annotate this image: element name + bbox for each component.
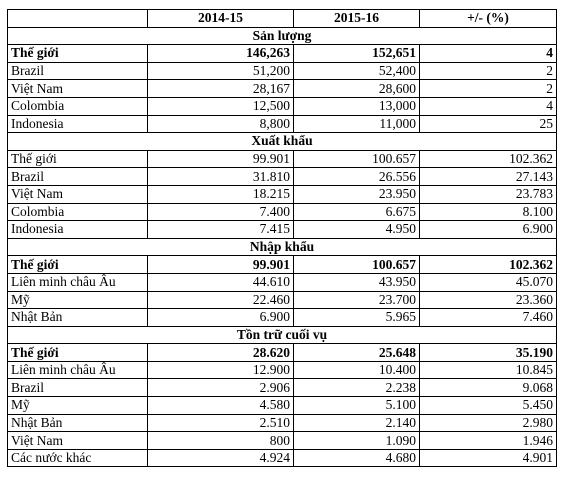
value-2014-15-cell: 2.906	[148, 379, 294, 397]
change-percent-cell: 25	[420, 115, 557, 133]
value-2015-16-cell: 43.950	[294, 273, 420, 291]
value-2014-15-cell: 7.415	[148, 221, 294, 239]
value-2014-15-cell: 22.460	[148, 291, 294, 309]
change-percent-cell: 102.362	[420, 150, 557, 168]
row-name-cell: Thế giới	[8, 45, 148, 63]
table-row	[8, 432, 557, 450]
table-row	[8, 344, 557, 362]
value-2015-16-cell: 4.680	[294, 449, 420, 467]
table-row	[8, 115, 557, 133]
value-2014-15-cell: 44.610	[148, 273, 294, 291]
table-row	[8, 379, 557, 397]
value-2015-16-cell: 5.965	[294, 309, 420, 327]
value-2015-16-cell: 1.090	[294, 432, 420, 450]
value-2014-15-cell: 4.580	[148, 397, 294, 415]
row-name-cell: Colombia	[8, 97, 148, 115]
value-2015-16-cell: 100.657	[294, 150, 420, 168]
value-2015-16-cell: 26.556	[294, 168, 420, 186]
table-row	[8, 256, 557, 274]
change-percent-cell: 8.100	[420, 203, 557, 221]
row-name-cell: Việt Nam	[8, 432, 148, 450]
value-2015-16-cell: 10.400	[294, 361, 420, 379]
row-name-cell: Nhật Bản	[8, 414, 148, 432]
value-2015-16-cell: 152,651	[294, 45, 420, 63]
row-name-cell: Thế giới	[8, 256, 148, 274]
value-2015-16-cell: 25.648	[294, 344, 420, 362]
value-2014-15-cell: 28,167	[148, 80, 294, 98]
value-2014-15-cell: 4.924	[148, 449, 294, 467]
value-2015-16-cell: 52,400	[294, 62, 420, 80]
value-2014-15-cell: 6.900	[148, 309, 294, 327]
value-2014-15-cell: 7.400	[148, 203, 294, 221]
row-name-cell: Indonesia	[8, 115, 148, 133]
value-2014-15-cell: 800	[148, 432, 294, 450]
change-percent-cell: 2	[420, 80, 557, 98]
change-percent-cell: 102.362	[420, 256, 557, 274]
row-name-cell: Indonesia	[8, 221, 148, 239]
change-percent-cell: 1.946	[420, 432, 557, 450]
section-title: Sản lượng	[8, 27, 557, 45]
change-percent-cell: 23.783	[420, 185, 557, 203]
table-row	[8, 62, 557, 80]
value-2015-16-cell: 6.675	[294, 203, 420, 221]
change-percent-cell: 5.450	[420, 397, 557, 415]
change-percent-cell: 35.190	[420, 344, 557, 362]
value-2015-16-cell: 5.100	[294, 397, 420, 415]
value-2014-15-cell: 99.901	[148, 150, 294, 168]
change-percent-cell: 10.845	[420, 361, 557, 379]
row-name-cell: Liên minh châu Âu	[8, 273, 148, 291]
value-2014-15-cell: 146,263	[148, 45, 294, 63]
table-row	[8, 150, 557, 168]
row-name-cell: Thế giới	[8, 150, 148, 168]
change-percent-cell: 2.980	[420, 414, 557, 432]
section-title: Xuất khẩu	[8, 133, 557, 151]
value-2015-16-cell: 11,000	[294, 115, 420, 133]
value-2015-16-cell: 23.700	[294, 291, 420, 309]
section-header-row	[8, 133, 557, 151]
section-header-row	[8, 238, 557, 256]
header-change-percent: +/- (%)	[420, 10, 557, 28]
change-percent-cell: 2	[420, 62, 557, 80]
table-row	[8, 449, 557, 467]
value-2014-15-cell: 18.215	[148, 185, 294, 203]
section-title: Tồn trữ cuối vụ	[8, 326, 557, 344]
section-header-row	[8, 326, 557, 344]
row-name-cell: Brazil	[8, 379, 148, 397]
change-percent-cell: 9.068	[420, 379, 557, 397]
row-name-cell: Nhật Bản	[8, 309, 148, 327]
section-title: Nhập khẩu	[8, 238, 557, 256]
value-2014-15-cell: 31.810	[148, 168, 294, 186]
value-2014-15-cell: 28.620	[148, 344, 294, 362]
change-percent-cell: 27.143	[420, 168, 557, 186]
header-blank-cell	[8, 10, 148, 28]
row-name-cell: Các nước khác	[8, 449, 148, 467]
section-header-row	[8, 27, 557, 45]
coffee-statistics-table	[7, 9, 557, 467]
value-2014-15-cell: 8,800	[148, 115, 294, 133]
value-2015-16-cell: 13,000	[294, 97, 420, 115]
row-name-cell: Liên minh châu Âu	[8, 361, 148, 379]
change-percent-cell: 4	[420, 97, 557, 115]
value-2014-15-cell: 99.901	[148, 256, 294, 274]
table-row	[8, 273, 557, 291]
table-row	[8, 309, 557, 327]
value-2014-15-cell: 2.510	[148, 414, 294, 432]
change-percent-cell: 4.901	[420, 449, 557, 467]
value-2015-16-cell: 28,600	[294, 80, 420, 98]
table-row	[8, 203, 557, 221]
value-2014-15-cell: 12.900	[148, 361, 294, 379]
header-2014-15: 2014-15	[148, 10, 294, 28]
header-row	[8, 10, 557, 28]
change-percent-cell: 7.460	[420, 309, 557, 327]
value-2015-16-cell: 2.140	[294, 414, 420, 432]
table-row	[8, 414, 557, 432]
table-row	[8, 361, 557, 379]
value-2015-16-cell: 2.238	[294, 379, 420, 397]
row-name-cell: Mỹ	[8, 397, 148, 415]
row-name-cell: Thế giới	[8, 344, 148, 362]
row-name-cell: Brazil	[8, 62, 148, 80]
change-percent-cell: 4	[420, 45, 557, 63]
row-name-cell: Việt Nam	[8, 185, 148, 203]
table-row	[8, 168, 557, 186]
header-2015-16: 2015-16	[294, 10, 420, 28]
value-2015-16-cell: 23.950	[294, 185, 420, 203]
table-row	[8, 97, 557, 115]
change-percent-cell: 45.070	[420, 273, 557, 291]
table-row	[8, 397, 557, 415]
table-row	[8, 291, 557, 309]
value-2015-16-cell: 4.950	[294, 221, 420, 239]
row-name-cell: Mỹ	[8, 291, 148, 309]
row-name-cell: Việt Nam	[8, 80, 148, 98]
table-row	[8, 45, 557, 63]
row-name-cell: Brazil	[8, 168, 148, 186]
table-row	[8, 221, 557, 239]
row-name-cell: Colombia	[8, 203, 148, 221]
value-2015-16-cell: 100.657	[294, 256, 420, 274]
value-2014-15-cell: 51,200	[148, 62, 294, 80]
change-percent-cell: 6.900	[420, 221, 557, 239]
table-row	[8, 185, 557, 203]
table-row	[8, 80, 557, 98]
change-percent-cell: 23.360	[420, 291, 557, 309]
value-2014-15-cell: 12,500	[148, 97, 294, 115]
